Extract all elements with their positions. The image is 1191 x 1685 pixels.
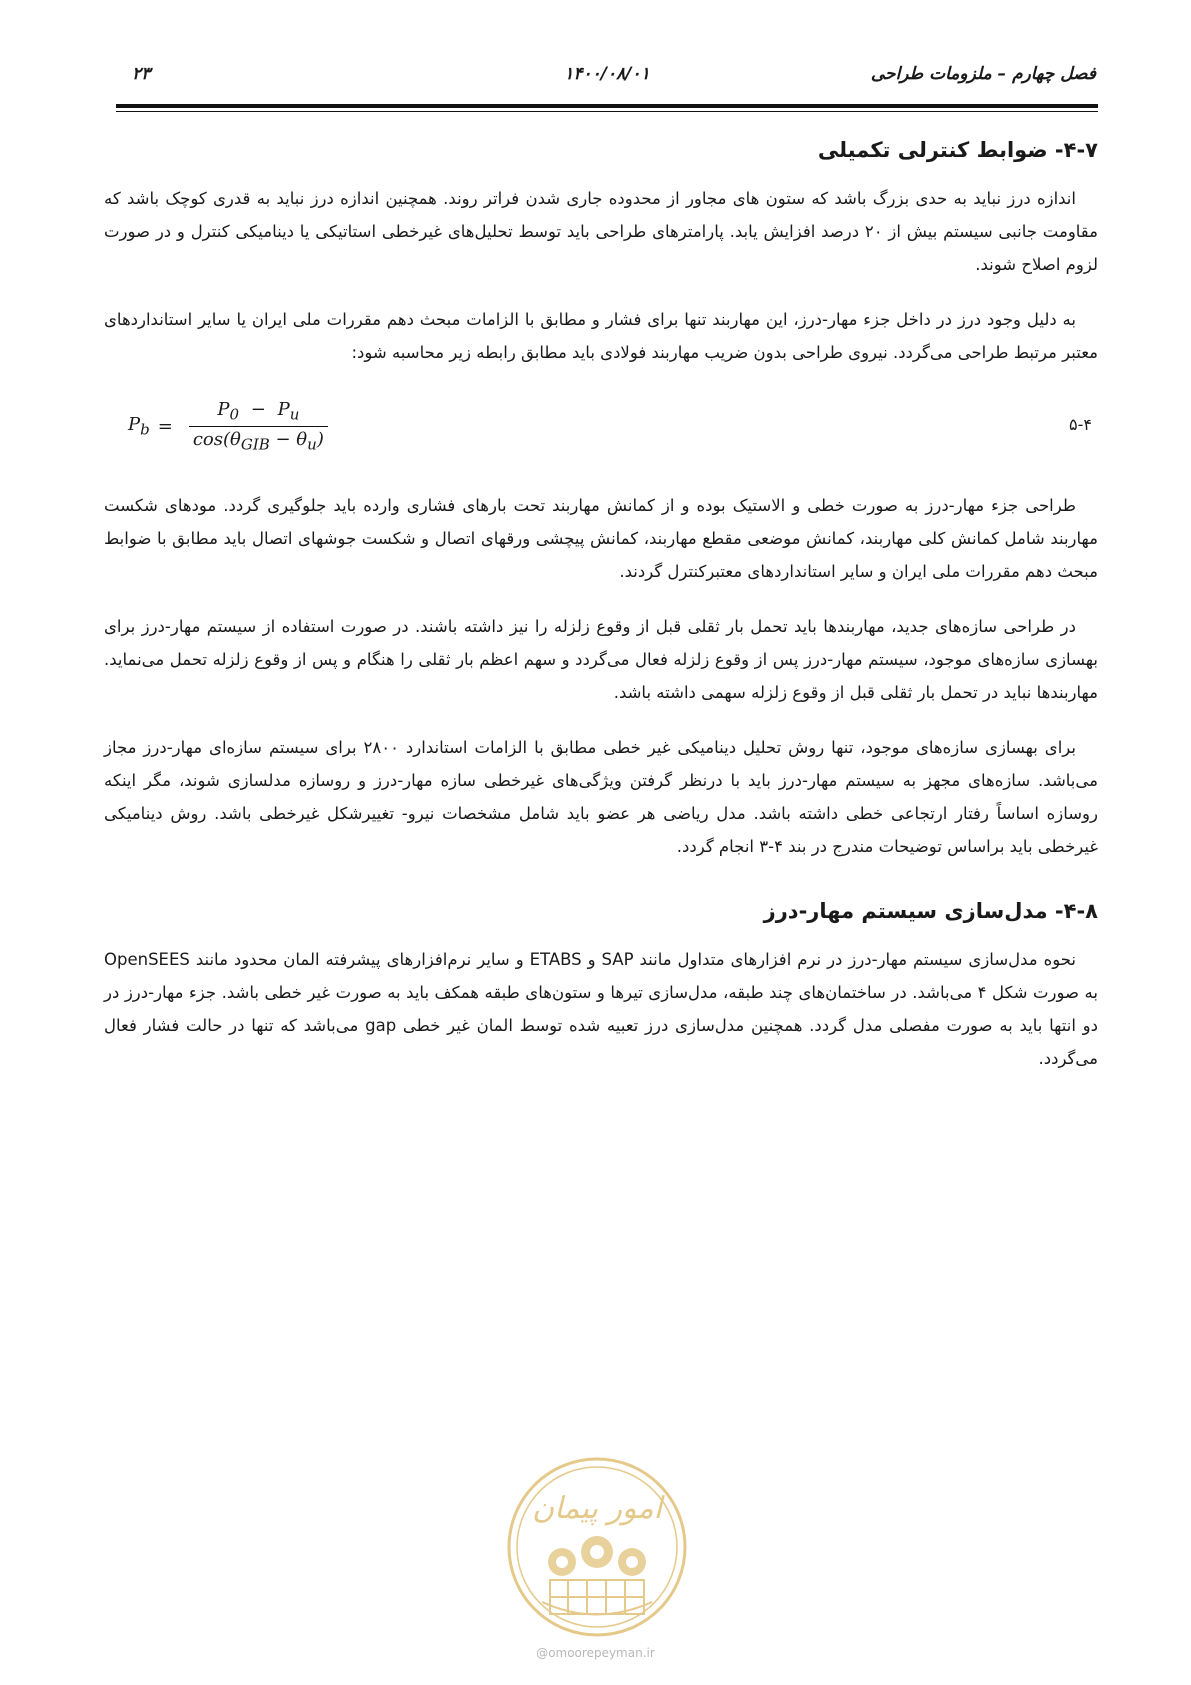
paragraph: نحوه مدل‌سازی سیستم مهار-درز در نرم افزارهای متداول مانند SAP و ETABS و سایر نرم‌افزارهای پیشرفته المان محدود مانند OpenSEES به صورت شکل ۴ می‌باشد. در ساختمان‌های چند طبقه، مدل‌سازی تیرها و ستون‌های طبقه همکف باید به صورت غیر خطی باشد. جزء مهار-درز در دو انتها باید به صورت مفصلی مدل گردد. همچنین مدل‌سازی درز تعبیه شده توسط المان غیر خطی gap می‌باشد که تنها در حالت فشار فعال می‌گردد. [104, 950, 1098, 1068]
eq-equals: = [157, 415, 173, 437]
section-heading-4-8: ۴-۸- مدل‌سازی سیستم مهار-درز [763, 899, 1098, 923]
seal-logo-icon [502, 1452, 692, 1642]
equation-number: ۵-۴ [1069, 415, 1092, 434]
watermark: @omoorepeyman.ir [536, 1646, 655, 1660]
page-content [104, 138, 1098, 1097]
header-date: ۱۴۰۰/۰۸/۰۱ [564, 64, 650, 84]
eq-fraction [189, 399, 328, 453]
section-heading-4-7: ۴-۷- ضوابط کنترلی تکمیلی [817, 138, 1098, 162]
eq-denominator: $\cos(\theta_{GIB} - \theta_u)$ [189, 426, 328, 454]
page-header [118, 56, 1096, 96]
paragraph: برای بهسازی سازه‌های موجود، تنها روش تحلیل دینامیکی غیر خطی مطابق با الزامات استاندارد ۲۸۰۰ برای سیستم سازه‌ای مهار-درز مجاز می‌باشد. سازه‌های مجهز به سیستم مهار-درز باید با درنظر گرفتن ویژگی‌های غیرخطی سازه مهار-درز و روسازه مدلسازی شوند، مگر اینکه روسازه اساساً رفتار ارتجاعی خطی داشته باشد. مدل ریاضی هر عضو باید شامل مشخصات نیرو- تغییرشکل غیرخطی باشد. روش دینامیکی غیرخطی باید براساس توضیحات مندرج در بند ۴-۳ انجام گردد. [104, 738, 1098, 856]
paragraph: به دلیل وجود درز در داخل جزء مهار-درز، این مهاربند تنها برای فشار و مطابق با الزامات مبحث دهم مقررات ملی ایران یا سایر استانداردهای معتبر مرتبط طراحی می‌گردد. نیروی طراحی بدون ضریب مهاربند فولادی باید مطابق رابطه زیر محاسبه شود: [104, 310, 1098, 362]
eq-lhs: $P_b$ [128, 413, 150, 439]
header-rule-thin [116, 111, 1098, 112]
paragraph: اندازه درز نباید به حدی بزرگ باشد که ستون های مجاور از محدوده جاری شدن فراتر روند. همچنین اندازه درز نباید به قدری کوچک باشد که مقاومت جانبی سیستم بیش از ۲۰ درصد افزایش یابد. پارامترهای طراحی باید توسط تحلیل‌های غیرخطی استاتیکی یا دینامیکی کنترل و در صورت لزوم اصلاح شوند. [104, 189, 1098, 274]
equation [128, 399, 328, 453]
page-number: ۲۳ [132, 64, 151, 84]
chapter-title: فصل چهارم – ملزومات طراحی [870, 64, 1096, 84]
eq-numerator: $P_0 - P_u$ [217, 399, 300, 424]
paragraph: در طراحی سازه‌های جدید، مهاربندها باید تحمل بار ثقلی قبل از وقوع زلزله را نیز داشته باشند. در صورت استفاده از سیستم مهار-درز برای بهسازی سازه‌های موجود، سیستم مهار-درز پس از وقوع زلزله فعال می‌گردد و سهم اعظم بار ثقلی را هنگام و پس از وقوع زلزله تحمل می‌نماید. مهاربندها نباید در تحمل بار ثقلی قبل از وقوع زلزله سهمی داشته باشد. [104, 617, 1098, 702]
paragraph: طراحی جزء مهار-درز به صورت خطی و الاستیک بوده و از کمانش مهاربند تحت بارهای فشاری وارده باید جلوگیری گردد. مودهای شکست مهاربند شامل کمانش کلی مهاربند، کمانش موضعی مقطع مهاربند، کمانش پیچشی ورقهای اتصال و شکست جوشهای اتصال باید مطابق با ضوابط مبحث دهم مقررات ملی ایران و سایر استانداردهای معتبرکنترل گردند. [104, 496, 1098, 581]
equation-block [104, 391, 1098, 467]
header-rule-thick [116, 104, 1098, 108]
seal-text: امور پیمان [532, 1491, 662, 1526]
